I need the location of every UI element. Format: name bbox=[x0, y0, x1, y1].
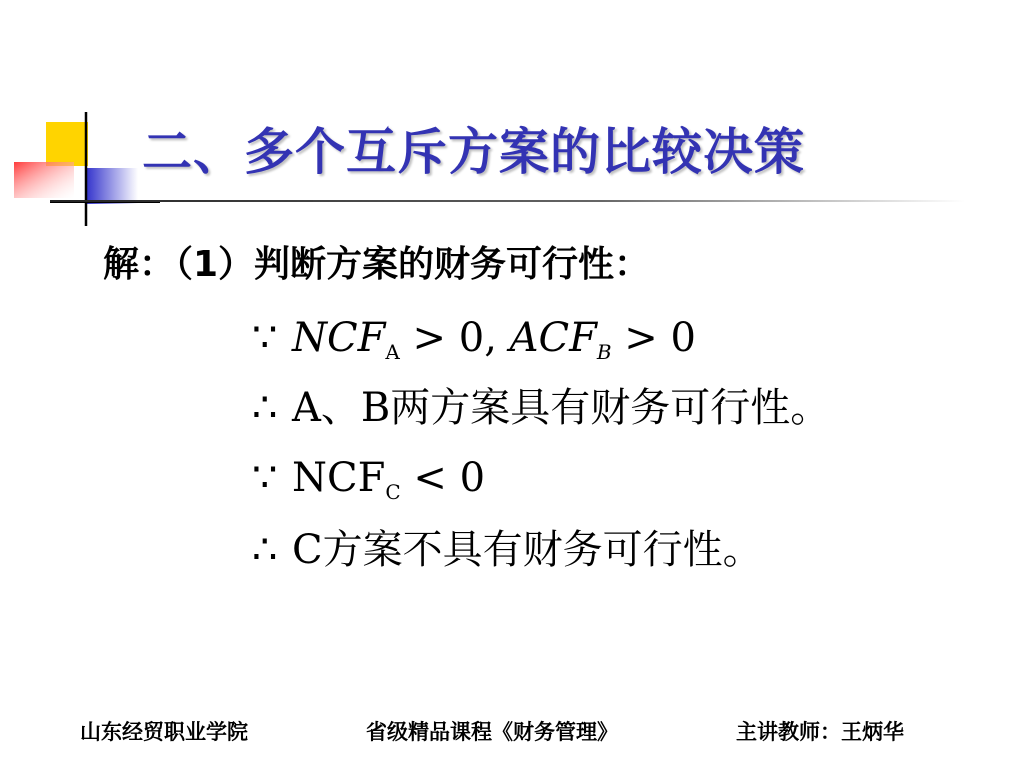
formula-lt-zero: < 0 bbox=[400, 455, 486, 501]
footer-teacher: 主讲教师：王炳华 bbox=[736, 720, 904, 744]
formula-line-2 bbox=[252, 455, 486, 504]
conclusion-line-2 bbox=[252, 527, 763, 573]
formula-line-1 bbox=[252, 315, 696, 364]
corner-decoration-graphic bbox=[0, 0, 160, 240]
formula-ncf-c: NCF bbox=[292, 455, 386, 501]
step-heading: 解：（1）判断方案的财务可行性： bbox=[103, 244, 651, 285]
formula-sub-b: B bbox=[596, 340, 612, 364]
formula-acf: ACF bbox=[509, 315, 597, 361]
therefore-symbol: ∴ bbox=[252, 385, 278, 431]
formula-gt-zero: > 0, bbox=[399, 315, 510, 361]
title-divider bbox=[50, 200, 965, 202]
because-symbol: ∵ bbox=[252, 455, 278, 501]
footer-course: 省级精品课程《财务管理》 bbox=[366, 720, 618, 744]
formula-sub-c: C bbox=[385, 480, 401, 504]
formula-ncf: NCF bbox=[292, 315, 386, 361]
conclusion-text-2: C方案不具有财务可行性。 bbox=[292, 527, 763, 573]
slide-title: 二、多个互斥方案的比较决策 bbox=[142, 123, 805, 181]
deco-yellow-square bbox=[46, 122, 88, 166]
conclusion-line-1 bbox=[252, 385, 831, 431]
deco-red-square bbox=[14, 162, 74, 198]
conclusion-text-1: A、B两方案具有财务可行性。 bbox=[292, 385, 831, 431]
formula-gt-zero-2: > 0 bbox=[611, 315, 696, 361]
slide-footer bbox=[0, 716, 1024, 750]
deco-blue-bar bbox=[86, 168, 138, 204]
formula-sub-a: A bbox=[385, 340, 400, 364]
therefore-symbol: ∴ bbox=[252, 527, 278, 573]
because-symbol: ∵ bbox=[252, 315, 278, 361]
footer-school: 山东经贸职业学院 bbox=[80, 720, 248, 744]
